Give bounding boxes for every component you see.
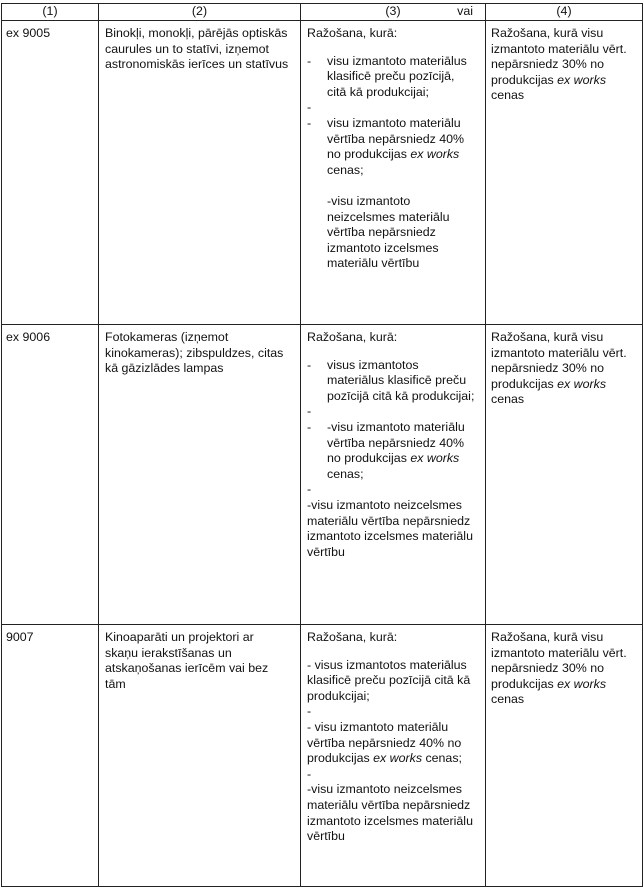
condition-item [307,194,477,272]
heading-code: ex 9005 [2,21,99,325]
alternative-condition [486,325,643,625]
table-row [2,625,643,887]
condition-text [307,720,477,767]
condition-item [307,420,477,482]
header-col-3 [301,4,486,21]
product-description: Fotokameras (izņemot kinokameras); zibspuldzes, citas kā gāzizlādes lampas [99,325,301,625]
condition-text-part: cenas; [327,466,364,481]
separator-dash: - [307,482,312,497]
alt-text-part: cenas [491,88,525,103]
alt-text-part: Ražošana, kurā visu izmantoto materiālu vērt. nepārsniedz 30% no produkcijas [491,630,627,691]
condition-item [307,358,477,405]
ex-works-term: ex works [410,147,460,162]
dash-marker: - [307,115,312,130]
ex-works-term: ex works [557,676,607,691]
condition-intro: Ražošana, kurā: [307,26,398,40]
alt-text-part: cenas [491,392,525,407]
condition-text: -visu izmantoto neizcelsmes materiālu vērtība nepārsniedz izmantoto izcelsmes materiālu vērtību [307,782,473,844]
condition-text-part: cenas; [327,162,364,177]
condition-text: -visu izmantoto neizcelsmes materiālu vērtība nepārsniedz izmantoto izcelsmes materiālu vērtību [307,497,473,559]
condition-text: visu izmantoto materiālus klasificē preču pozīcijā, citā kā produkcijai; [327,53,467,99]
condition-text-part: cenas; [422,751,462,766]
processing-condition [301,325,486,625]
condition-intro: Ražošana, kurā: [307,330,398,344]
header-row [2,4,643,21]
heading-code: 9007 [2,625,99,887]
table-row [2,21,643,325]
separator-dash: - [307,100,312,115]
processing-condition [301,21,486,325]
header-col-3-label: (3) [385,4,401,19]
product-description: Binokļi, monokļi, pārējās optiskās caurules un to statīvi, izņemot astronomiskās ierīces un statīvus [99,21,301,325]
alternative-condition [486,21,643,325]
ex-works-term: ex works [557,72,607,87]
table-row [2,325,643,625]
separator-dash: - [307,404,312,419]
condition-text [327,116,477,178]
alt-text-part: cenas [491,692,525,707]
product-description: Kinoaparāti un projektori ar skaņu ierakstīšanas un atskaņošanas ierīcēm vai bez tām [99,625,301,887]
ex-works-term: ex works [557,376,607,391]
ex-works-term: ex works [373,751,423,766]
alternative-condition [486,625,643,887]
heading-code: ex 9006 [2,325,99,625]
dash-marker: - [307,53,312,68]
separator-dash: - [307,704,312,719]
condition-item [307,54,477,101]
condition-intro: Ražošana, kurā: [307,630,398,644]
dash-marker: - [307,419,312,434]
condition-text: visus izmantotos materiālus klasificē preču pozīcijā citā kā produkcijai; [327,357,475,403]
header-vai-label: vai [457,4,473,18]
condition-text: -visu izmantoto neizcelsmes materiālu vērtība nepārsniedz izmantoto izcelsmes materiālu vērtību [327,193,450,271]
condition-text-part: - visu izmantoto materiālu vērtība nepārsniedz 40% no produkcijas [307,719,462,766]
condition-item [307,116,477,178]
alt-text-part: Ražošana, kurā visu izmantoto materiālu vērt. nepārsniedz 30% no produkcijas [491,26,627,87]
condition-text [327,420,477,482]
condition-text-part: visu izmantoto materiālu vērtība nepārsniedz 40% no produkcijas [327,115,465,162]
header-col-2: (2) [99,4,301,21]
dash-marker: - [307,357,312,372]
condition-text-part: -visu izmantoto materiālu vērtība nepārsniedz 40% no produkcijas [327,419,465,466]
processing-condition [301,625,486,887]
header-col-1: (1) [2,4,99,21]
condition-text: - visus izmantotos materiālus klasificē preču pozīcijā citā kā produkcijai; [307,657,471,703]
separator-dash: - [307,766,312,781]
origin-rules-table [1,3,643,887]
ex-works-term: ex works [410,451,460,466]
header-col-4: (4) [486,4,643,21]
alt-text-part: Ražošana, kurā visu izmantoto materiālu vērt. nepārsniedz 30% no produkcijas [491,330,627,391]
